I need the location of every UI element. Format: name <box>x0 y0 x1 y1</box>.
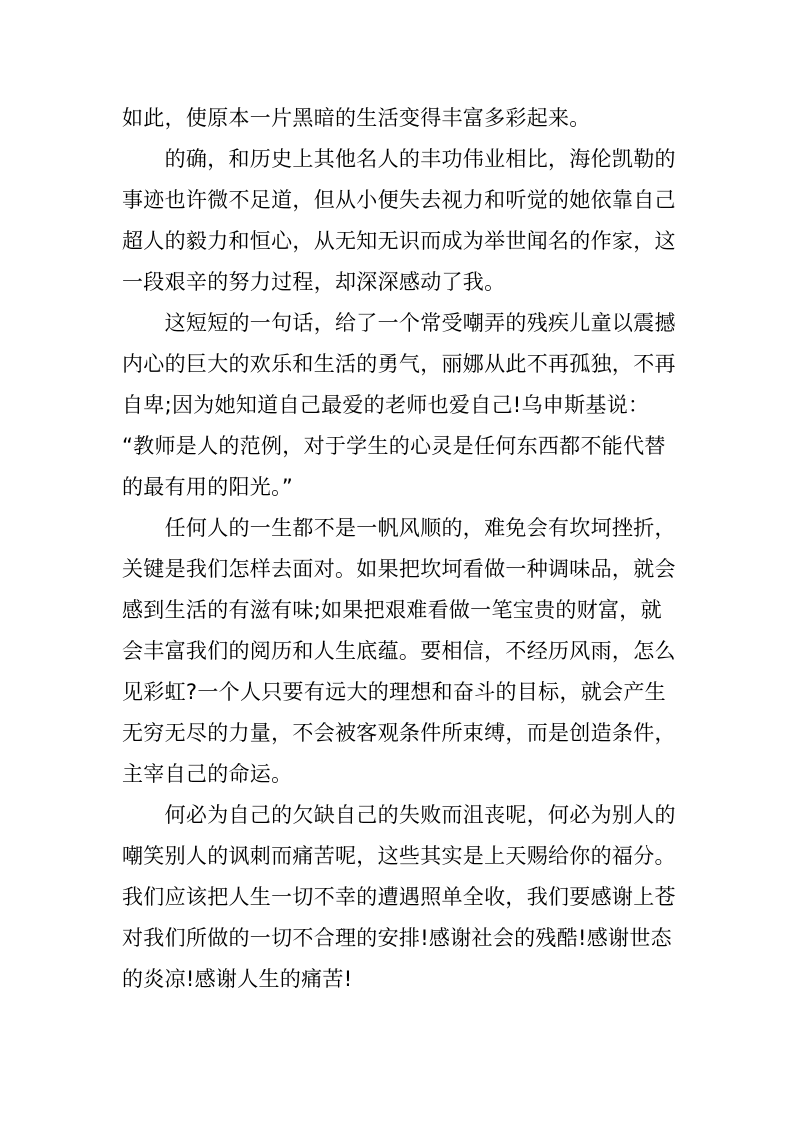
text-line: 感到生活的有滋有味;如果把艰难看做一笔宝贵的财富，就 <box>122 598 662 622</box>
text-line: 我们应该把人生一切不幸的遭遇照单全收，我们要感谢上苍 <box>122 885 676 909</box>
text-line: 超人的毅力和恒心，从无知无识而成为举世闻名的作家，这 <box>122 229 676 253</box>
text-line: 见彩虹?一个人只要有远大的理想和奋斗的目标，就会产生 <box>122 680 666 704</box>
text-line: 无穷无尽的力量，不会被客观条件所束缚，而是创造条件， <box>122 721 676 745</box>
text-line: 主宰自己的命运。 <box>122 762 293 786</box>
text-line: 的确，和历史上其他名人的丰功伟业相比，海伦凯勒的 <box>122 147 676 171</box>
text-line: 任何人的一生都不是一帆风顺的，难免会有坎坷挫折， <box>122 516 676 540</box>
text-line: 的炎凉!感谢人生的痛苦! <box>122 967 353 991</box>
text-line: 关键是我们怎样去面对。如果把坎坷看做一种调味品，就会 <box>122 557 676 581</box>
text-line: 对我们所做的一切不合理的安排!感谢社会的残酷!感谢世态 <box>122 926 672 950</box>
text-line: 会丰富我们的阅历和人生底蕴。要相信，不经历风雨，怎么 <box>122 639 676 663</box>
text-line: 如此，使原本一片黑暗的生活变得丰富多彩起来。 <box>122 106 591 130</box>
text-line: 的最有用的阳光。” <box>122 475 294 499</box>
text-line: “教师是人的范例，对于学生的心灵是任何东西都不能代替 <box>122 434 666 458</box>
text-line: 自卑;因为她知道自己最爱的老师也爱自己!乌申斯基说： <box>122 393 650 417</box>
text-line: 何必为自己的欠缺自己的失败而沮丧呢，何必为别人的 <box>122 803 676 827</box>
text-line: 内心的巨大的欢乐和生活的勇气，丽娜从此不再孤独，不再 <box>122 352 676 376</box>
text-line: 这短短的一句话，给了一个常受嘲弄的残疾儿童以震撼 <box>122 311 676 335</box>
text-line: 一段艰辛的努力过程，却深深感动了我。 <box>122 270 506 294</box>
text-line: 嘲笑别人的讽刺而痛苦呢，这些其实是上天赐给你的福分。 <box>122 844 676 868</box>
text-line: 事迹也许微不足道，但从小便失去视力和听觉的她依靠自己 <box>122 188 676 212</box>
